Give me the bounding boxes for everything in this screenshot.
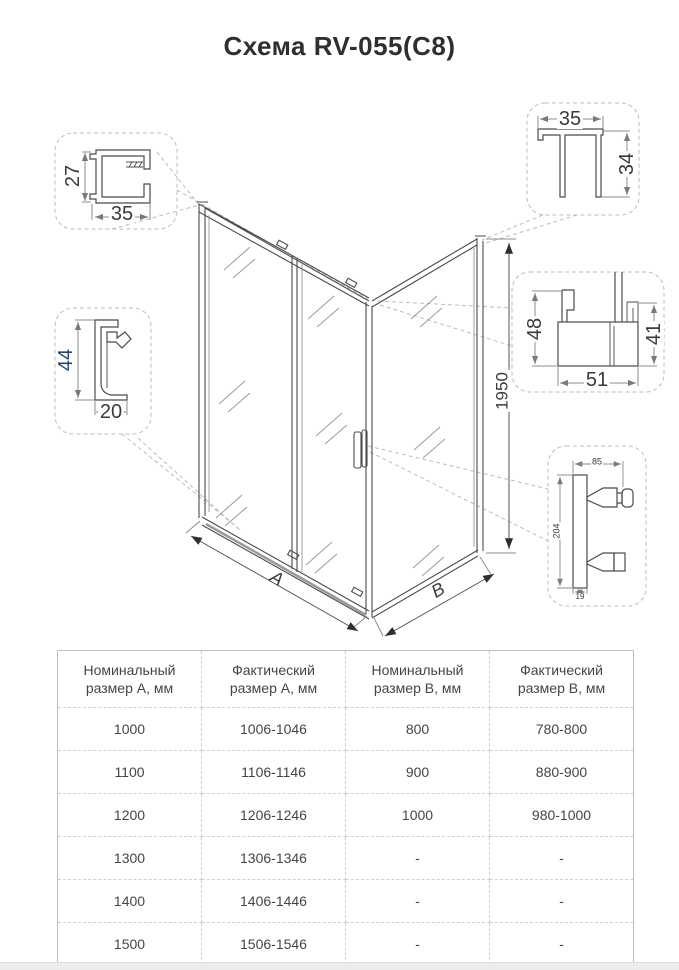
table-cell: - <box>490 923 634 966</box>
detail-handle <box>573 475 633 588</box>
header-row <box>58 651 634 708</box>
table-cell: 900 <box>346 751 490 794</box>
dim-wall-profile-height: 34 <box>616 152 638 176</box>
table-cell: 1100 <box>58 751 202 794</box>
dim-sill-width: 51 <box>585 369 609 391</box>
column-header: Номинальный размер В, мм <box>346 651 490 708</box>
dim-wall-profile-width: 35 <box>558 108 582 130</box>
main-drawing <box>197 202 486 619</box>
table-cell: 1300 <box>58 837 202 880</box>
table-row <box>58 708 634 751</box>
glass-shine-marks <box>216 247 445 576</box>
dim-guide-width: 20 <box>99 401 123 423</box>
table-cell: - <box>346 837 490 880</box>
table-cell: - <box>490 880 634 923</box>
table-cell: - <box>346 880 490 923</box>
dim-handle-thickness: 19 <box>575 592 585 601</box>
detail-wall-profile <box>538 129 603 197</box>
detail-bottom-guide-profile <box>95 320 131 400</box>
dim-sill-height-left: 48 <box>524 317 546 341</box>
table-cell: 780-800 <box>490 708 634 751</box>
column-header: Фактический размер А, мм <box>202 651 346 708</box>
table-row <box>58 923 634 966</box>
dim-guide-height: 44 <box>55 348 77 372</box>
table-cell: 1006-1046 <box>202 708 346 751</box>
size-table-body <box>58 708 634 966</box>
table-cell: 1400 <box>58 880 202 923</box>
table-cell: 980-1000 <box>490 794 634 837</box>
table-row <box>58 880 634 923</box>
table-cell: 1500 <box>58 923 202 966</box>
bottom-strip <box>0 962 679 970</box>
table-cell: 1000 <box>58 708 202 751</box>
dim-sill-height-right: 41 <box>643 322 665 346</box>
detail-handle-dims <box>557 461 623 594</box>
column-header: Номинальный размер А, мм <box>58 651 202 708</box>
table-cell: 1506-1546 <box>202 923 346 966</box>
column-header: Фактический размер В, мм <box>490 651 634 708</box>
detail-top-rail-profile <box>90 150 150 203</box>
dim-width-label: A <box>266 566 288 590</box>
size-table-head <box>58 651 634 708</box>
dim-overall-height: 1950 <box>492 372 512 410</box>
dim-depth-label: B <box>427 578 449 602</box>
table-cell: - <box>490 837 634 880</box>
dim-top-rail-width: 35 <box>110 203 134 225</box>
table-cell: 1206-1246 <box>202 794 346 837</box>
table-cell: 1106-1146 <box>202 751 346 794</box>
table-cell: 1000 <box>346 794 490 837</box>
table-cell: 1306-1346 <box>202 837 346 880</box>
size-table <box>57 650 634 966</box>
dim-handle-length: 204 <box>551 523 562 539</box>
dim-handle-width: 85 <box>591 456 603 467</box>
page-title: Схема RV-055(C8) <box>223 31 456 61</box>
table-cell: 1406-1446 <box>202 880 346 923</box>
detail-sill-profile <box>558 272 638 366</box>
table-cell: - <box>346 923 490 966</box>
table-cell: 880-900 <box>490 751 634 794</box>
table-cell: 800 <box>346 708 490 751</box>
table-cell: 1200 <box>58 794 202 837</box>
table-row <box>58 837 634 880</box>
table-row <box>58 751 634 794</box>
table-row <box>58 794 634 837</box>
dim-top-rail-height: 27 <box>62 164 84 188</box>
main-dimensions <box>186 239 516 636</box>
